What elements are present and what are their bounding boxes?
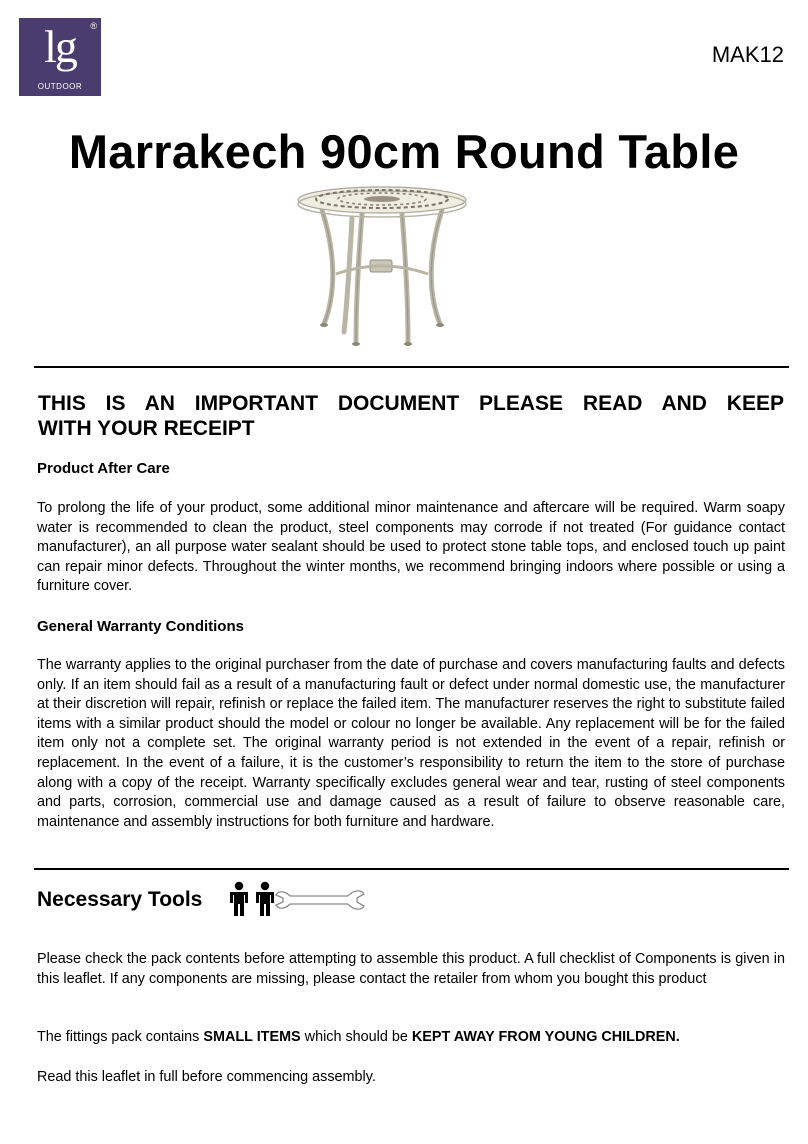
brand-logo [19, 18, 101, 96]
warranty-heading: General Warranty Conditions [37, 618, 244, 635]
tools-icons [226, 881, 366, 919]
document-code: MAK12 [711, 42, 784, 67]
read-leaflet-text: Read this leaflet in full before commencing assembly. [37, 1069, 376, 1085]
two-people-icon [230, 882, 274, 916]
after-care-body: To prolong the life of your product, some additional minor maintenance and aftercare will be required. Warm soapy water is recommended to clean the product, steel components may corrode if not treated (For guidance contact manufacturer), an all purpose water sealant should be used to protect stone table tops, and enclosed touch up paint can repair minor defects. Throughout the winter months, we recommend bringing indoors where possible or using a furniture cover. [37, 500, 785, 595]
small-items-text: SMALL ITEMS [203, 1029, 301, 1045]
after-care-heading: Product After Care [37, 460, 170, 477]
section-divider [34, 868, 789, 870]
logo-subtitle: OUTDOOR [37, 82, 83, 91]
keep-away-text: KEPT AWAY FROM YOUNG CHILDREN. [411, 1029, 680, 1045]
warranty-body: The warranty applies to the original purchaser from the date of purchase and covers manufacturing faults and defects only. If an item should fail as a result of a manufacturing fault or defect under normal domestic use, the manufacturer at their discretion will repair, refinish or replace the failed item. The manufacturer reserves the right to substitute failed items with a similar product should the model or colour no longer be available. Any replacement will be for the failed item only not a complete set. The original warranty period is not extended in the event of a repair, refinish or replacement. In the event of a failure, it is the customer’s responsibility to return the item to the store of purchase along with a copy of the receipt. Warranty specifically excludes general wear and tear, rusting of steel components and parts, corrosion, commercial use and damage caused as a result of failure to observe reasonable care, maintenance and assembly instructions for both furniture and hardware. [37, 657, 785, 830]
fittings-text-mid: which should be [300, 1029, 412, 1045]
tools-heading: Necessary Tools [37, 888, 203, 911]
important-notice [38, 391, 784, 441]
fittings-text-pre: The fittings pack contains [37, 1029, 204, 1045]
spanner-icon [276, 891, 364, 909]
table-product-image [292, 184, 472, 356]
registered-mark: ® [90, 21, 97, 31]
important-notice-line2: WITH YOUR RECEIPT [38, 417, 255, 440]
section-divider [34, 366, 789, 368]
logo-mark: lg [44, 21, 76, 72]
page-title: Marrakech 90cm Round Table [68, 125, 740, 178]
fittings-warning-text [37, 1028, 785, 1048]
pack-check-text: Please check the pack contents before attempting to assemble this product. A full checklist of Components is given in this leaflet. If any components are missing, please contact the retailer from whom you bought this product [37, 951, 785, 987]
important-notice-line1: THIS IS AN IMPORTANT DOCUMENT PLEASE READ AND KEEP [38, 392, 784, 415]
